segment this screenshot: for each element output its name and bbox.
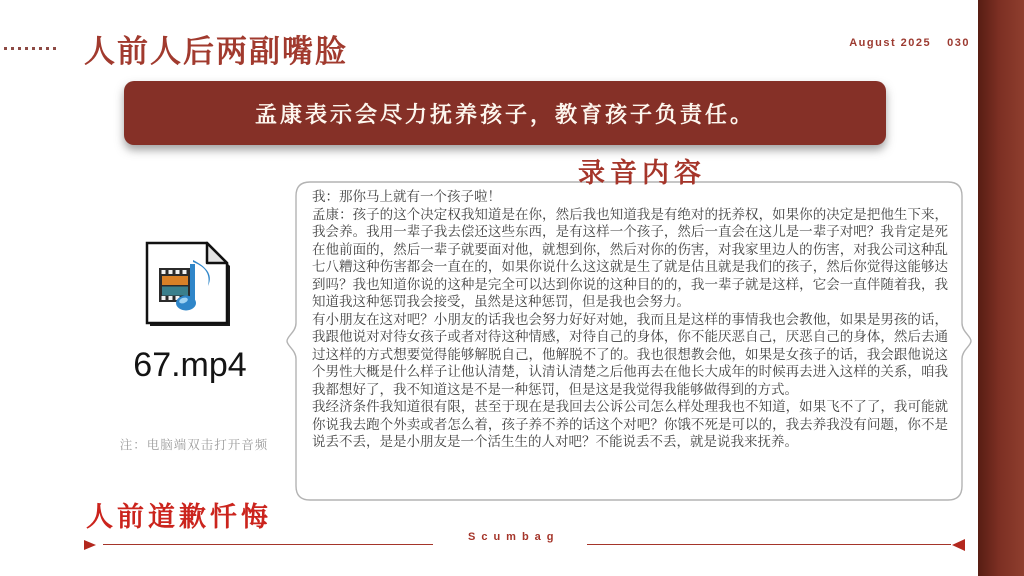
footer-word: Scumbag (468, 531, 560, 543)
media-filename: 67.mp4 (133, 346, 247, 384)
statement-banner-text: 孟康表示会尽力抚养孩子，教育孩子负责任。 (254, 101, 755, 127)
statement-banner (124, 81, 886, 145)
recording-section-title: 录音内容 (578, 158, 706, 188)
media-note: 注：电脑端双击打开音频 (119, 438, 269, 452)
header-meta (849, 37, 970, 49)
audio-file[interactable] (88, 240, 292, 385)
transcript-paragraph: 孟康：孩子的这个决定权我知道是在你，然后我也知道我是有绝对的抚养权，如果你的决定是把他生下来，我会养。我用一辈子我去偿还这些东西，是有这样一个孩子，然后一直会在这儿是一辈子对吧？我肯定是死在他前面的，然后一辈子就要面对他，就想到你，然后对你的伤害，对我家里边人的伤害，对我公司这种乱七八糟这种伤害都会一直在的，如果你说什么这这就是生了就是估且就是我们的孩子，然后你觉得这能够达到吗？我也知道你说的这种是完全可以达到你说的这种目的的，我一辈子就是这样，它会一直伴随着我，我知道我这种惩罚我会接受，虽然是这种惩罚，但是我也会努力。 (312, 206, 948, 309)
date-label: August 2025 (849, 37, 932, 49)
transcript-paragraph: 我经济条件我知道很有限，甚至于现在是我回去公诉公司怎么样处理我也不知道，如果飞不了了，我可能就你说我去跑个外卖或者怎么着，孩子养不养的话这个对吧？你饿不死是可以的，我去养我没有问题，你不是说丢不丢，是是小朋友是一个活生生的人对吧？不能说丢不丢，就是说我来抚养。 (312, 399, 948, 449)
dotted-line-decoration (4, 47, 59, 50)
page-title: 人前人后两副嘴脸 (84, 34, 348, 69)
transcript-paragraph: 我：那你马上就有一个孩子啦！ (312, 189, 501, 204)
page-number: 030 (947, 37, 970, 49)
transcript-text (296, 182, 962, 500)
arrow-left-icon (952, 539, 965, 551)
media-file-icon (141, 240, 239, 330)
transcript-paragraph: 有小朋友在这对吧？小朋友的话我也会努力好好对她，我而且是这样的事情我也会教他，如果是男孩的话，我跟他说对对待女孩子或者对待这种情感，对待自己的身体，你不能厌恶自己，厌恶自己的身体，然后去通过这样的方式想要觉得能够解脱自己，他解脱不了的。我也很想教会他，如果是女孩子的话，我会跟他说这个男性大概是什么样子让他认清楚，认清认清楚之后他再去在他长大成年的时候再去进入这样的关系，咱我我都想好了，我不知道这是不是一种惩罚，但是这是我觉得我能够做得到的方式。 (312, 311, 948, 397)
bottom-left-label: 人前道歉忏悔 (86, 502, 272, 532)
right-edge-bar (978, 0, 1024, 576)
footer-rule-left (103, 544, 433, 545)
footer-rule-right (587, 544, 951, 545)
transcript-bubble (296, 182, 962, 500)
arrow-right-icon (84, 540, 96, 550)
